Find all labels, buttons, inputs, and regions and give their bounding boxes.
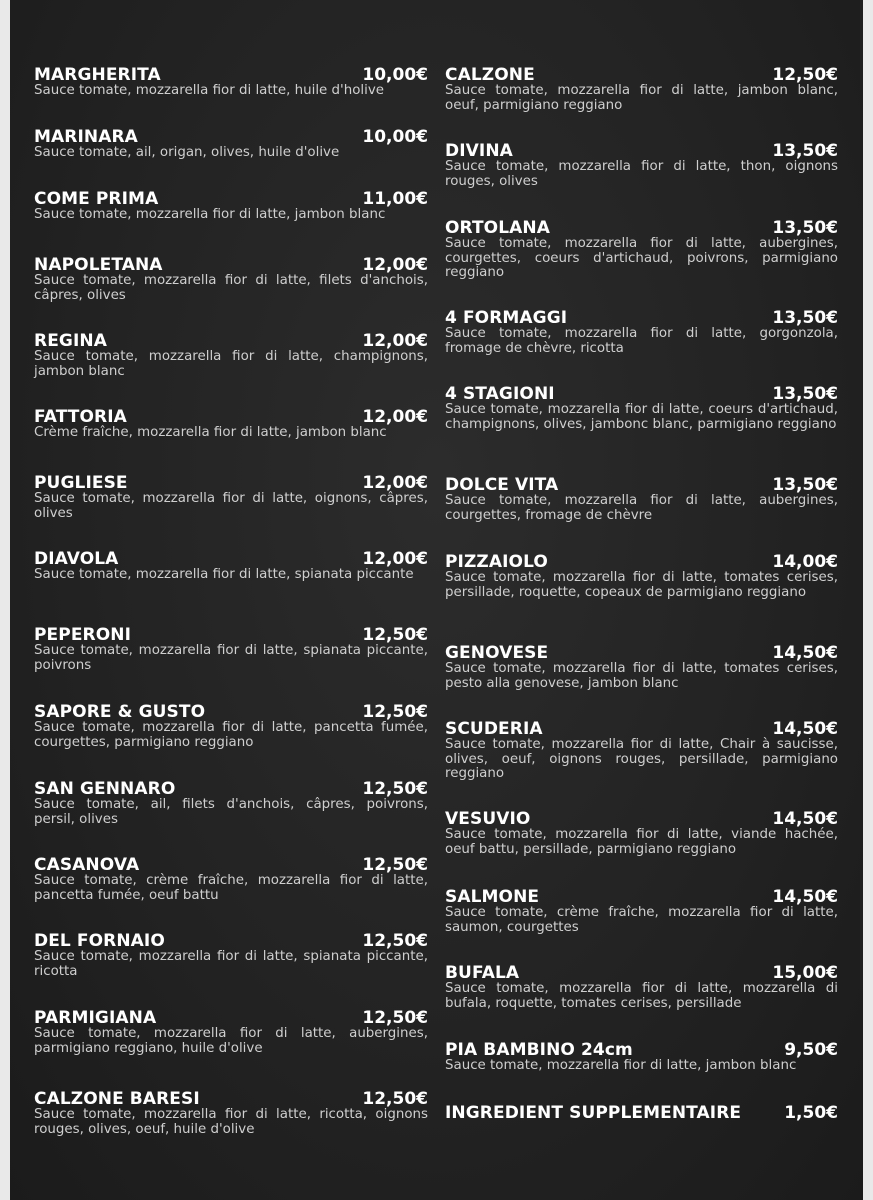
item-name: CALZONE BARESI [34, 1089, 200, 1109]
menu-item [445, 307, 838, 356]
item-description: Sauce tomate, mozzarella fior di latte, ricotta, oignons rouges, olives, oeuf, huile d'olive [34, 1107, 428, 1137]
item-price: 12,00€ [362, 549, 428, 569]
menu-item [445, 718, 838, 782]
item-description: Sauce tomate, mozzarella fior di latte, viande hachée, oeuf battu, persillade, parmigiano reggiano [445, 827, 838, 857]
item-name: SAN GENNARO [34, 779, 176, 799]
item-name: MARGHERITA [34, 65, 161, 85]
menu-item [445, 217, 838, 281]
item-description: Sauce tomate, crème fraîche, mozzarella fior di latte, pancetta fumée, oeuf battu [34, 873, 428, 903]
item-description: Sauce tomate, mozzarella fior di latte, pancetta fumée, courgettes, parmigiano reggiano [34, 720, 428, 750]
menu-item [445, 642, 838, 691]
extra-ingredient-row [445, 1102, 838, 1124]
menu-item [445, 383, 838, 432]
extra-ingredient-name: INGREDIENT SUPPLEMENTAIRE [445, 1103, 742, 1123]
menu-item [34, 472, 428, 521]
item-name: CALZONE [445, 65, 535, 85]
menu-item [445, 886, 838, 935]
item-name: SALMONE [445, 887, 540, 907]
item-name: VESUVIO [445, 809, 531, 829]
menu-item [34, 778, 428, 827]
item-price: 9,50€ [784, 1040, 838, 1060]
item-price: 14,50€ [772, 719, 838, 739]
item-price: 10,00€ [362, 127, 428, 147]
item-description: Sauce tomate, mozzarella fior di latte, jambon blanc [445, 1058, 797, 1073]
item-description: Sauce tomate, mozzarella fior di latte, aubergines, courgettes, fromage de chèvre [445, 493, 838, 523]
item-price: 12,50€ [772, 65, 838, 85]
item-price: 12,50€ [362, 1089, 428, 1109]
item-name: CASANOVA [34, 855, 140, 875]
menu-item [34, 701, 428, 750]
item-description: Sauce tomate, mozzarella fior di latte, spianata piccante, poivrons [34, 643, 428, 673]
item-description: Sauce tomate, mozzarella fior di latte, aubergines, courgettes, coeurs d'artichaud, poivrons, parmigiano reggiano [445, 236, 838, 280]
item-description: Sauce tomate, mozzarella fior di latte, aubergines, parmigiano reggiano, huile d'olive [34, 1026, 428, 1056]
item-price: 14,50€ [772, 643, 838, 663]
menu-item [34, 254, 428, 303]
item-name: PEPERONI [34, 625, 132, 645]
item-description: Sauce tomate, mozzarella fior di latte, jambon blanc, oeuf, parmigiano reggiano [445, 83, 838, 113]
item-description: Sauce tomate, mozzarella fior di latte, tomates cerises, pesto alla genovese, jambon blanc [445, 661, 838, 691]
item-name: 4 FORMAGGI [445, 308, 568, 328]
menu-item [34, 930, 428, 979]
item-price: 13,50€ [772, 475, 838, 495]
item-name: PUGLIESE [34, 473, 128, 493]
item-description: Sauce tomate, mozzarella fior di latte, champignons, jambon blanc [34, 349, 428, 379]
item-price: 12,00€ [362, 255, 428, 275]
extra-ingredient-price: 1,50€ [784, 1103, 838, 1123]
item-name: MARINARA [34, 127, 138, 147]
item-price: 12,50€ [362, 702, 428, 722]
item-name: FATTORIA [34, 407, 127, 427]
item-description: Sauce tomate, mozzarella fior di latte, coeurs d'artichaud, champignons, olives, jambonc blanc, parmigiano reggiano [445, 402, 838, 432]
item-price: 13,50€ [772, 141, 838, 161]
item-price: 12,50€ [362, 779, 428, 799]
item-name: REGINA [34, 331, 107, 351]
item-name: DIVINA [445, 141, 513, 161]
menu-item [445, 551, 838, 600]
item-price: 12,00€ [362, 473, 428, 493]
item-price: 14,00€ [772, 552, 838, 572]
menu-item [445, 474, 838, 523]
item-name: ORTOLANA [445, 218, 550, 238]
item-price: 12,00€ [362, 407, 428, 427]
item-price: 12,00€ [362, 331, 428, 351]
menu-item [34, 64, 428, 99]
item-name: PIZZAIOLO [445, 552, 548, 572]
menu-item [34, 406, 428, 441]
menu-board [10, 0, 863, 1200]
item-name: DOLCE VITA [445, 475, 559, 495]
item-description: Sauce tomate, mozzarella fior di latte, huile d'holive [34, 83, 385, 98]
menu-item [34, 1088, 428, 1137]
item-description: Sauce tomate, mozzarella fior di latte, thon, oignons rouges, olives [445, 159, 838, 189]
item-name: NAPOLETANA [34, 255, 163, 275]
menu-item [34, 548, 428, 583]
item-name: DEL FORNAIO [34, 931, 165, 951]
menu-item [445, 962, 838, 1011]
item-price: 13,50€ [772, 384, 838, 404]
item-price: 12,50€ [362, 1008, 428, 1028]
item-name: PIA BAMBINO 24cm [445, 1040, 633, 1060]
menu-item [34, 188, 428, 223]
item-price: 13,50€ [772, 308, 838, 328]
item-price: 14,50€ [772, 809, 838, 829]
item-name: SCUDERIA [445, 719, 543, 739]
menu-item [34, 854, 428, 903]
item-name: PARMIGIANA [34, 1008, 157, 1028]
item-name: COME PRIMA [34, 189, 159, 209]
item-name: SAPORE & GUSTO [34, 702, 206, 722]
item-name: GENOVESE [445, 643, 549, 663]
item-description: Sauce tomate, ail, origan, olives, huile d'olive [34, 145, 340, 160]
item-description: Sauce tomate, ail, filets d'anchois, câpres, poivrons, persil, olives [34, 797, 428, 827]
menu-item [34, 330, 428, 379]
item-price: 11,00€ [362, 189, 428, 209]
item-price: 13,50€ [772, 218, 838, 238]
menu-item [445, 140, 838, 189]
item-price: 12,50€ [362, 931, 428, 951]
item-description: Sauce tomate, mozzarella fior di latte, spianata piccante [34, 567, 414, 582]
item-description: Sauce tomate, mozzarella fior di latte, tomates cerises, persillade, roquette, copeaux de parmigiano reggiano [445, 570, 838, 600]
item-price: 10,00€ [362, 65, 428, 85]
item-description: Sauce tomate, mozzarella fior di latte, oignons, câpres, olives [34, 491, 428, 521]
item-price: 15,00€ [772, 963, 838, 983]
item-description: Sauce tomate, mozzarella fior di latte, mozzarella di bufala, roquette, tomates cerises, persillade [445, 981, 838, 1011]
item-price: 14,50€ [772, 887, 838, 907]
item-description: Sauce tomate, crème fraîche, mozzarella fior di latte, saumon, courgettes [445, 905, 838, 935]
item-name: DIAVOLA [34, 549, 119, 569]
item-description: Sauce tomate, mozzarella fior di latte, jambon blanc [34, 207, 386, 222]
item-name: BUFALA [445, 963, 520, 983]
menu-item [34, 624, 428, 673]
menu-item [445, 64, 838, 113]
item-description: Sauce tomate, mozzarella fior di latte, gorgonzola, fromage de chèvre, ricotta [445, 326, 838, 356]
item-description: Sauce tomate, mozzarella fior di latte, filets d'anchois, câpres, olives [34, 273, 428, 303]
menu-item [445, 808, 838, 857]
item-description: Sauce tomate, mozzarella fior di latte, spianata piccante, ricotta [34, 949, 428, 979]
item-price: 12,50€ [362, 625, 428, 645]
item-price: 12,50€ [362, 855, 428, 875]
item-description: Sauce tomate, mozzarella fior di latte, Chair à saucisse, olives, oeuf, oignons rouges, persillade, parmigiano reggiano [445, 737, 838, 781]
menu-item [34, 1007, 428, 1056]
item-description: Crème fraîche, mozzarella fior di latte, jambon blanc [34, 425, 387, 440]
menu-item [445, 1039, 838, 1074]
item-name: 4 STAGIONI [445, 384, 555, 404]
menu-item [34, 126, 428, 161]
